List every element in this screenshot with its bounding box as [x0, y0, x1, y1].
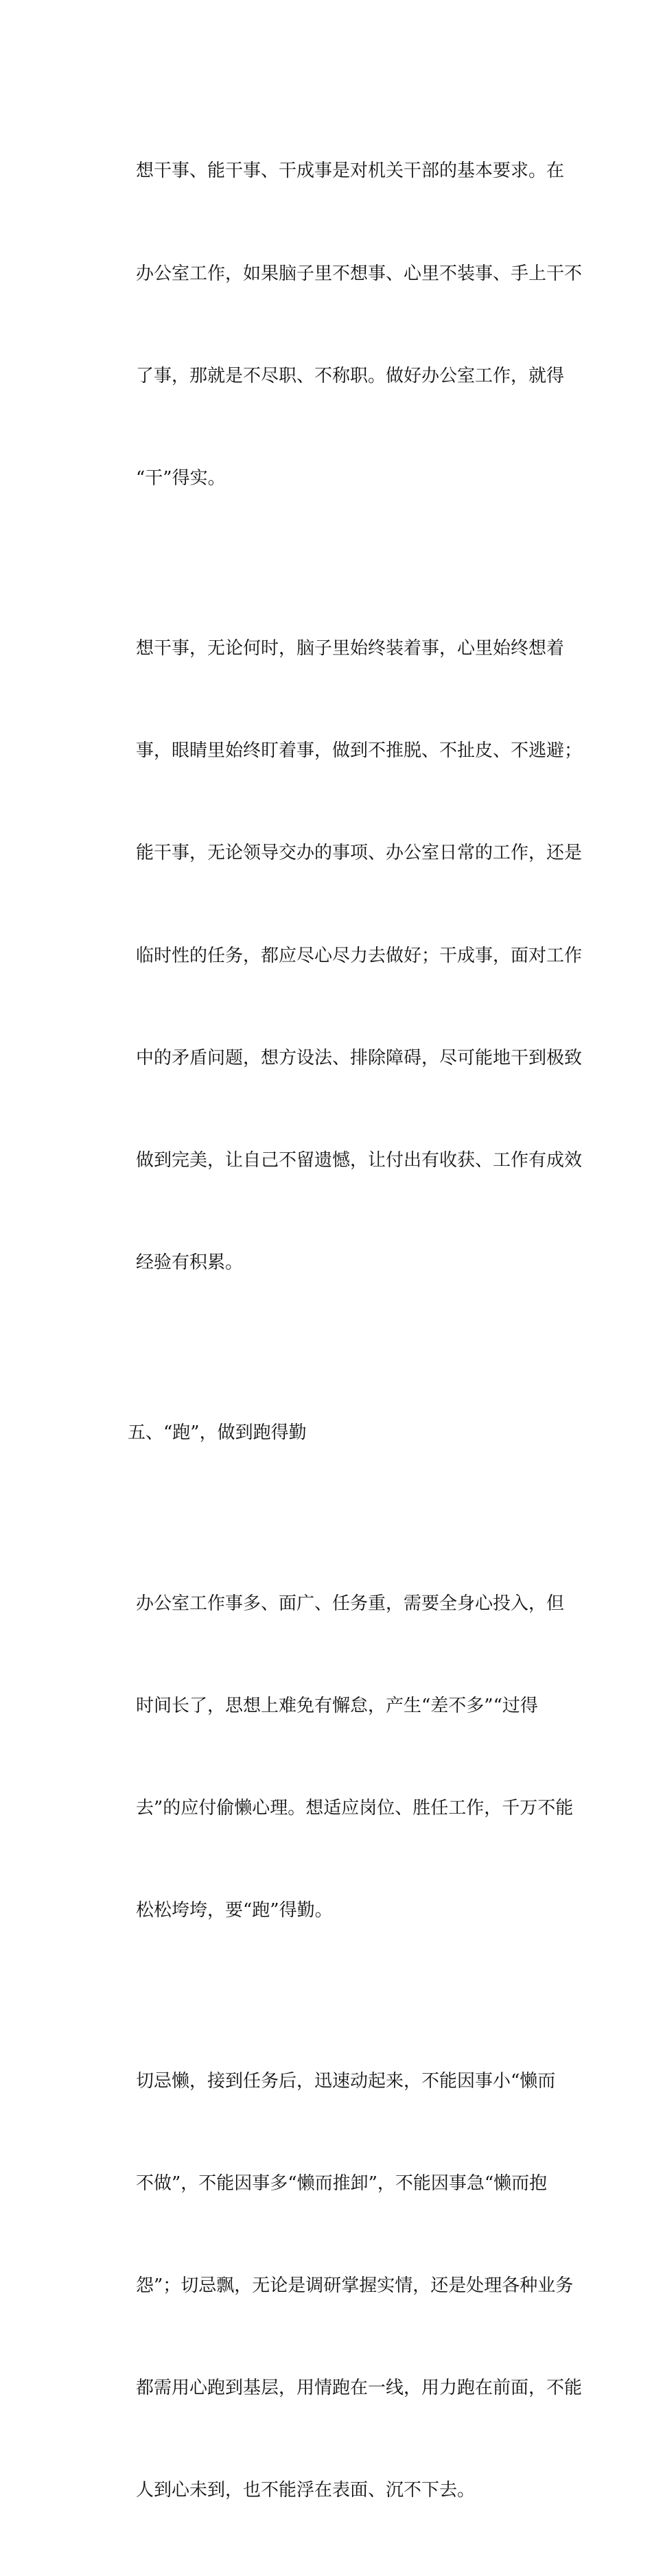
text-line: 怨”；切忌飘，无论是调研掌握实情，还是处理各种业务 — [136, 2275, 574, 2296]
text-line: 中的矛盾问题，想方设法、排除障碍，尽可能地干到极致 — [136, 1047, 583, 1068]
text-line: 想干事，无论何时，脑子里始终装着事，心里始终想着 — [136, 638, 565, 659]
section-heading — [100, 1348, 553, 1519]
text-line: 人到心未到，也不能浮在表面、沉不下去。 — [136, 2480, 476, 2501]
paragraph-2 — [100, 564, 583, 1348]
text-line: 事，眼睛里始终盯着事，做到不推脱、不扯皮、不逃避； — [136, 740, 583, 762]
text-line: 办公室工作，如果脑子里不想事、心里不装事、手上干不 — [136, 263, 583, 284]
text-line: 时间长了，思想上难免有懈怠，产生“差不多”“过得 — [136, 1696, 538, 1717]
text-line: 去”的应付偷懒心理。想适应岗位、胜任工作，千万不能 — [136, 1798, 574, 1819]
text-line: 办公室工作事多、面广、任务重，需要全身心投入，但 — [136, 1593, 565, 1614]
text-line: 临时性的任务，都应尽心尽力去做好；干成事，面对工作 — [136, 945, 583, 966]
paragraph-4 — [100, 1996, 583, 2576]
text-line: 松松垮垮，要“跑”得勤。 — [136, 1900, 333, 1921]
text-line: 做到完美，让自己不留遗憾，让付出有收获、工作有成效 — [136, 1149, 583, 1171]
text-line: 不做”，不能因事多“懒而推卸”，不能因事急“懒而抱 — [136, 2173, 548, 2194]
paragraph-3 — [100, 1519, 574, 1997]
text-line: 想干事、能干事、干成事是对机关干部的基本要求。在 — [136, 161, 565, 182]
heading-text: 五、“跑”，做到跑得勤 — [128, 1422, 307, 1444]
text-line: “干”得实。 — [136, 467, 226, 489]
text-line: 都需用心跑到基层，用情跑在一线，用力跑在前面，不能 — [136, 2378, 583, 2399]
text-line: 经验有积累。 — [136, 1252, 244, 1273]
text-line: 能干事，无论领导交办的事项、办公室日常的工作，还是 — [136, 843, 583, 864]
paragraph-1 — [100, 86, 583, 564]
text-line: 切忌懒，接到任务后，迅速动起来，不能因事小“懒而 — [136, 2070, 556, 2092]
document-body — [100, 86, 583, 2576]
text-line: 了事，那就是不尽职、不称职。做好办公室工作，就得 — [136, 365, 565, 386]
